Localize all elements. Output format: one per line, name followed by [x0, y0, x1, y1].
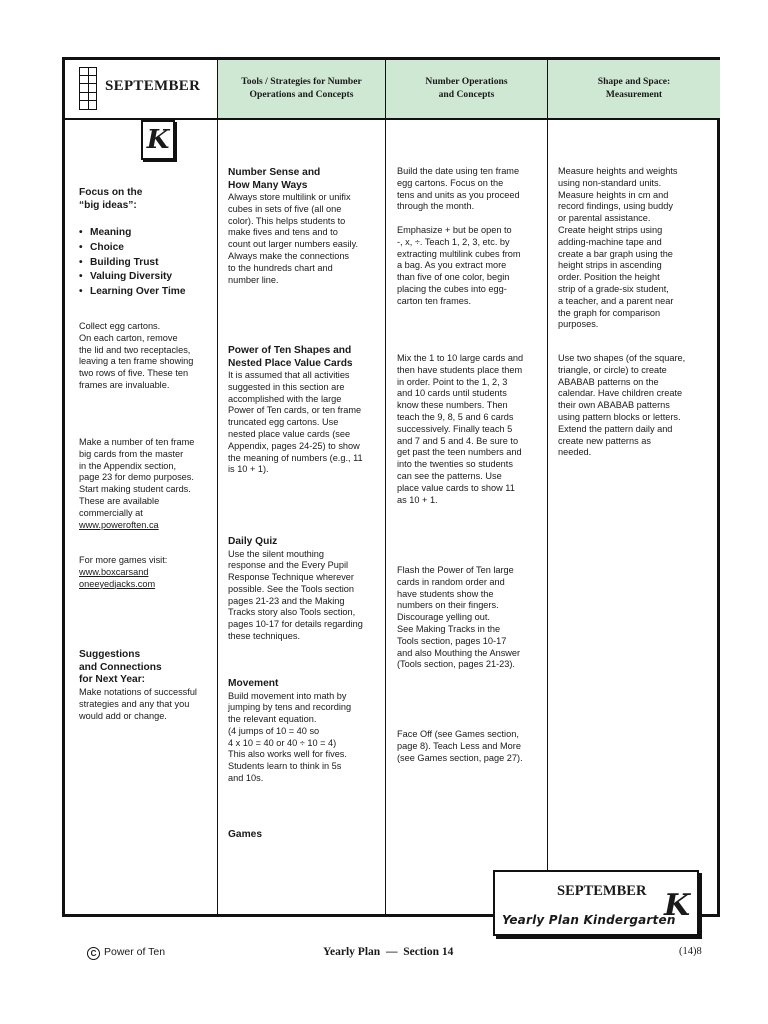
patterns-note: Use two shapes (of the square, triangle, or circle) to create ABABAB patterns on the calendar. Have children create their own ABABAB patterns using pattern blocks or letters. Extend the pattern daily and create new patterns as needed. — [558, 353, 686, 458]
calendar-icon — [79, 67, 97, 110]
badge-month: SEPTEMBER — [557, 883, 647, 899]
ten-frame-cards-note: Make a number of ten frame big cards from the master in the Appendix section, page 23 for demo purposes. Start making student cards. These are available commercially at www.poweroften.ca — [79, 437, 195, 530]
suggestions-text: Make notations of successful strategies and any that you would add or change. — [79, 687, 197, 721]
list-item: • Valuing Diversity — [79, 270, 186, 285]
flash-cards-note: Flash the Power of Ten large cards in random order and have students show the numbers on their fingers. Discourage yelling out. See Making Tracks in the Tools section, pages 10-17 and also Mouthing the Answer (Tools section, pages 21-23). — [397, 565, 521, 670]
list-item: • Meaning — [79, 226, 186, 241]
column-divider — [385, 60, 386, 914]
big-ideas-list — [79, 226, 186, 300]
column-header-tools: Tools / Strategies for Number Operations and Concepts — [218, 60, 385, 118]
copyright-icon: C — [87, 947, 100, 960]
copyright: C Power of Ten — [87, 946, 165, 960]
section-games: Games — [228, 829, 262, 840]
section-power-of-ten-shapes: Power of Ten Shapes and Nested Place Value Cards It is assumed that all activities suggested in this section are accomplished with the large Power of Ten cards, or ten frame truncated egg cartons. Use nested place value cards (see Appendix, pages 24-25) to show the meaning of numbers (e.g., 11 is 10 + 1). — [228, 345, 363, 475]
ordering-cards-note: Mix the 1 to 10 large cards and then have students place them in order. Point to the 1, 2, 3 and 10 cards until students know these numbers. Then teach the 9, 8, 5 and 6 cards successively. Finally teach 5 and 7 and 5 and 4. Be sure to get past the teen numbers and into the twenties so students can see the patterns. Use place value cards to show 11 as 10 + 1. — [397, 353, 524, 505]
boxcars-link[interactable]: www.boxcarsand — [79, 566, 149, 577]
month-title: SEPTEMBER — [105, 78, 201, 94]
month-header — [65, 60, 217, 118]
column-header-shape-space: Shape and Space: Measurement — [548, 60, 720, 118]
section-movement: Movement Build movement into math by jumping by tens and recording the relevant equation. (4 jumps of 10 = 40 so 4 x 10 = 40 or 40 ÷ 10 = 4) This also works well for fives. Students learn to think in 5s and 10s. — [228, 678, 352, 784]
egg-cartons-note: Collect egg cartons. On each carton, remove the lid and two receptacles, leaving a ten frame showing two rows of five. These ten frames are invaluable. — [79, 321, 194, 390]
badge-title: Yearly Plan Kindergarten — [502, 913, 676, 927]
kindergarten-k-icon: K — [663, 887, 691, 923]
oneeyedjacks-link[interactable]: oneeyedjacks.com — [79, 578, 156, 589]
page-number: (14)8 — [679, 946, 702, 957]
list-item: • Learning Over Time — [79, 285, 186, 300]
column-divider — [547, 60, 548, 914]
kindergarten-k-icon: K — [141, 120, 175, 160]
footer-section-label: Yearly Plan — Section 14 — [323, 946, 454, 958]
section-daily-quiz: Daily Quiz Use the silent mouthing response and the Every Pupil Response Technique wherever possible. See the Tools section pages 21-23 and the Making Tracks story also Tools section, pages 10-17 for details regarding these techniques. — [228, 536, 363, 642]
more-games-note: For more games visit: www.boxcarsand oneeyedjacks.com — [79, 555, 168, 589]
column-divider — [217, 60, 218, 914]
games-note: Face Off (see Games section, page 8). Teach Less and More (see Games section, page 27). — [397, 729, 523, 763]
suggestions-title: Suggestions and Connections for Next Year: — [79, 649, 162, 685]
list-item: • Choice — [79, 241, 186, 256]
section-number-sense: Number Sense and How Many Ways Always store multilink or unifix cubes in sets of five (all one color). This helps students to make fives and tens and to count out larger numbers easily. Always make the connections to the hundreds chart and number line. — [228, 167, 359, 285]
column-header-number-operations: Number Operations and Concepts — [386, 60, 547, 118]
date-building-note: Build the date using ten frame egg cartons. Focus on the tens and units as you proceed through the month. — [397, 166, 520, 212]
list-item: • Building Trust — [79, 256, 186, 271]
yearly-plan-badge — [493, 870, 699, 936]
measurement-note: Measure heights and weights using non-standard units. Measure heights in cm and record findings, using buddy or parental assistance. Create height strips using adding-machine tape and create a bar graph using the height strips in ascending order. Position the height strip of a grade-six student, a teacher, and a parent near the graph for comparison purposes. — [558, 166, 678, 330]
poweroften-link[interactable]: www.poweroften.ca — [79, 519, 159, 530]
operations-note: Emphasize + but be open to -, x, ÷. Teach 1, 2, 3, etc. by extracting multilink cubes from a bag. As you extract more than five of one color, begin placing the cubes into egg- carton ten frames. — [397, 225, 521, 306]
focus-title: Focus on the “big ideas”: — [79, 187, 143, 211]
